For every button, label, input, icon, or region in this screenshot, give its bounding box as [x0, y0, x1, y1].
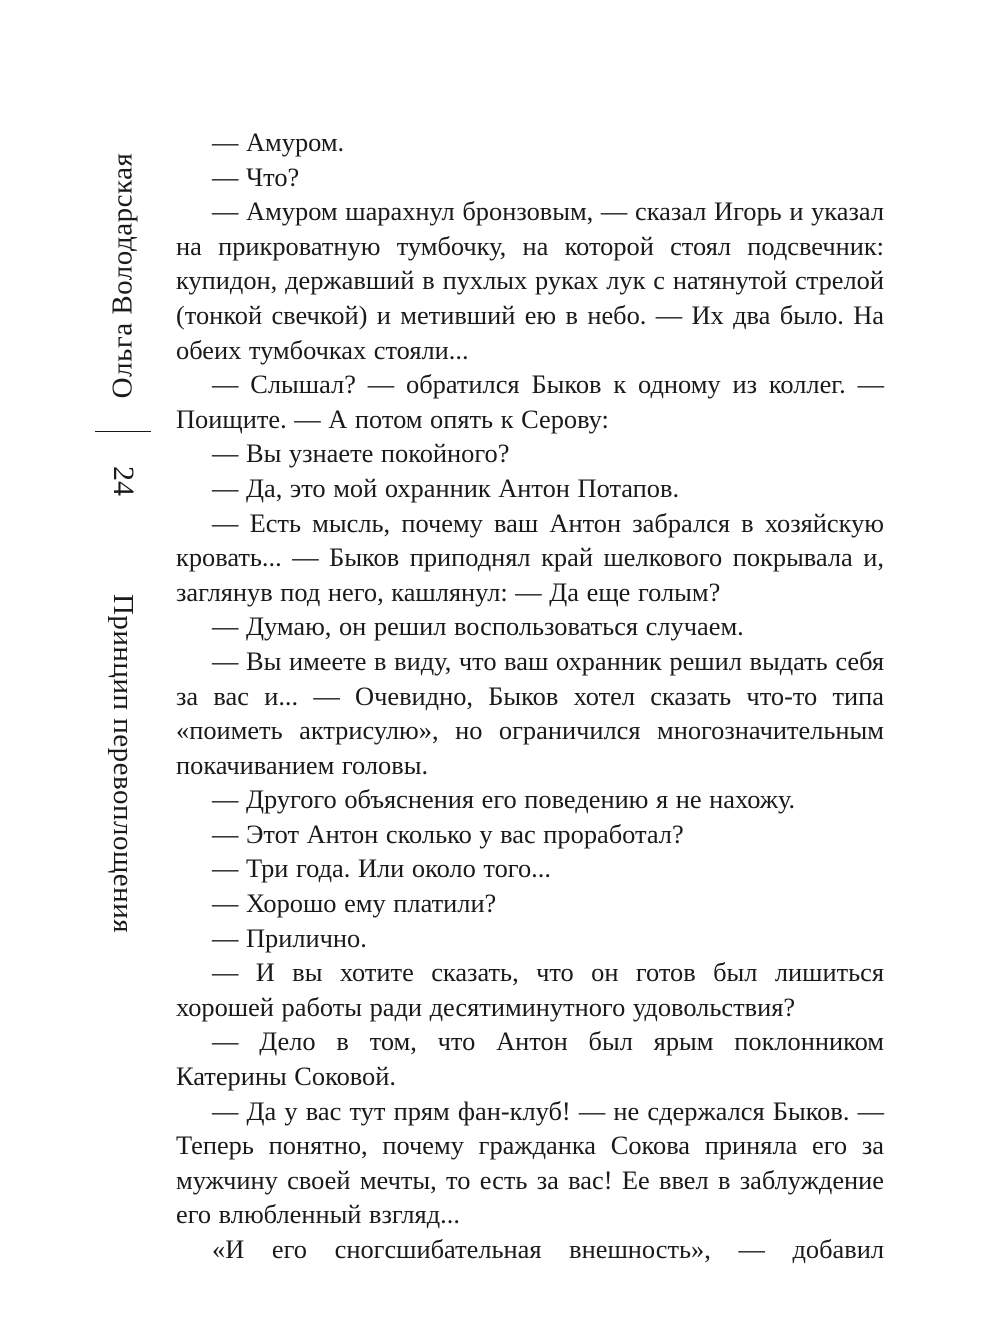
paragraph: — Три года. Или около того... — [212, 853, 551, 884]
page-number — [95, 451, 151, 511]
paragraph: — Слышал? — обратился Быков к одному из коллег. — Поищите. — А потом опять к Серову: — [176, 369, 884, 434]
running-head-author — [95, 133, 151, 418]
paragraph: — Амуром шарахнул бронзовым, — сказал Игорь и указал на прикроватную тумбочку, на которой стоял подсвечник: купидон, державший в пухлых руках лук с натянутой стрелой (тонкой свечкой) и метивший ею в небо. — Их два было. На обеих тумбочках стояли... — [176, 196, 884, 365]
paragraph: — Вы имеете в виду, что ваш охранник решил выдать себя за вас и... — Очевидно, Быков хотел сказать что-то типа «поиметь актрисулю», но ограничился многозначительным покачиванием головы. — [176, 645, 884, 780]
paragraph: — Думаю, он решил воспользоваться случаем. — [212, 611, 744, 642]
paragraph: — Прилично. — [212, 922, 367, 953]
paragraph: — Да, это мой охранник Антон Потапов. — [212, 472, 680, 503]
paragraph: — Вы узнаете покойного? — [212, 438, 510, 469]
paragraph: — И вы хотите сказать, что он готов был лишиться хорошей работы ради десятиминутного удовольствия? — [176, 957, 884, 1022]
running-head-title — [95, 518, 151, 1008]
page-number-text: 24 — [107, 466, 140, 496]
paragraph: — Есть мысль, почему ваш Антон забрался в хозяйскую кровать... — Быков приподнял край шелкового покрывала и, заглянув под него, кашлянул: — Да еще голым? — [176, 507, 884, 607]
paragraph: — Амуром. — [212, 127, 345, 157]
paragraph: — Да у вас тут прям фан-клуб! — не сдержался Быков. — Теперь понятно, почему гражданка Сокова приняла его за мужчину своей мечты, то есть за вас! Ее ввел в заблуждение его влюбленный взгляд... — [176, 1095, 884, 1230]
author-name: Ольга Володарская — [106, 152, 139, 399]
paragraph: — Дело в том, что Антон был ярым поклонником Катерины Соковой. — [176, 1026, 884, 1092]
paragraph: — Этот Антон сколько у вас проработал? — [212, 818, 684, 849]
paragraph: — Хорошо ему платили? — [212, 888, 497, 919]
running-head — [95, 133, 151, 933]
page-body — [176, 125, 884, 1267]
running-head-divider — [95, 431, 151, 432]
book-title: Принцип перевоплощения — [107, 593, 140, 933]
paragraph: «И его сногсшибательная внешность», — добавил — [212, 1234, 884, 1264]
paragraph: — Что? — [212, 161, 300, 192]
paragraph: — Другого объяснения его поведению я не нахожу. — [212, 784, 796, 815]
